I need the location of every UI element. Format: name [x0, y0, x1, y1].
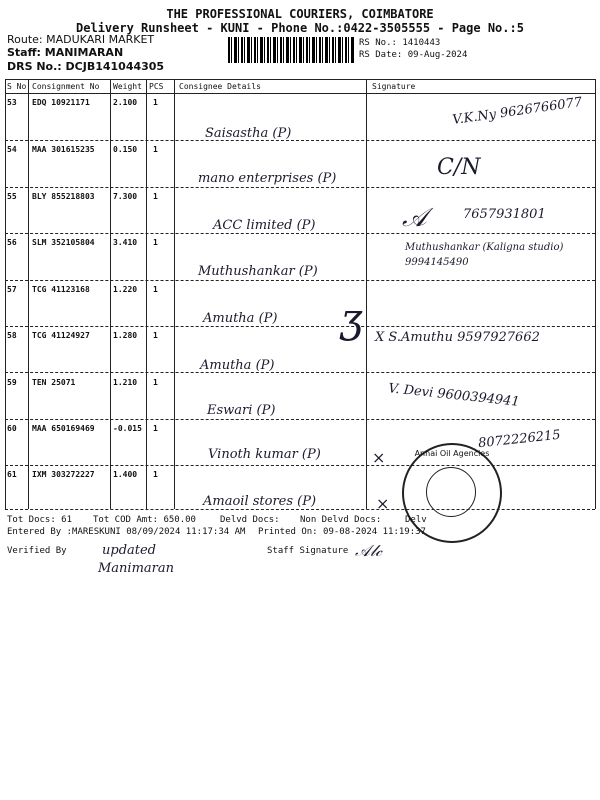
- delv-label: Delv: [405, 515, 427, 525]
- row-pcs: 1: [153, 424, 158, 433]
- signature-mark: ×: [372, 448, 386, 467]
- row-separator: [5, 326, 595, 327]
- row-signature: X S.Amuthu 9597927662: [375, 330, 540, 345]
- total-docs: Tot Docs: 61: [7, 515, 73, 525]
- row-consignee: Saisastha (P): [205, 126, 292, 141]
- row-weight: 0.150: [113, 145, 138, 154]
- row-consignment: TCG 41124927: [32, 331, 90, 340]
- row-signature: V. Devi 9600394941: [387, 381, 521, 410]
- row-consignment: BLY 855218803: [32, 192, 95, 201]
- row-sno: 60: [7, 424, 17, 433]
- row-consignee: ACC limited (P): [213, 218, 316, 233]
- row-signature: C/N: [437, 155, 481, 180]
- staff-signature-label: Staff Signature: [267, 546, 349, 556]
- row-consignment: SLM 352105804: [32, 238, 95, 247]
- row-consignee: Eswari (P): [207, 403, 276, 418]
- staff-signature-scribble: 𝒜𝓁𝒸: [355, 541, 382, 560]
- row-signature: Muthushankar (Kaligna studio) 9994145490: [405, 242, 564, 268]
- entered-by: Entered By :MARESKUNI 08/09/2024 11:17:34 AM: [7, 527, 246, 537]
- row-weight: -0.015: [113, 424, 142, 433]
- staff-label: Staff: MANIMARAN: [7, 46, 124, 59]
- row-sno: 58: [7, 331, 17, 340]
- verified-by-signature: updated: [102, 543, 157, 558]
- row-pcs: 1: [153, 470, 158, 479]
- col-header-consignment: Consignment No: [32, 82, 100, 91]
- signature-mark: ×: [376, 494, 390, 513]
- row-separator: [5, 280, 595, 281]
- stamp-text: Annai Oil Agencies: [414, 449, 490, 458]
- col-header-pcs: PCS: [149, 82, 164, 91]
- row-weight: 7.300: [113, 192, 138, 201]
- row-pcs: 1: [153, 285, 158, 294]
- col-divider: [146, 79, 147, 509]
- barcode: [228, 37, 354, 63]
- runsheet-subtitle: Delivery Runsheet - KUNI - Phone No.:0422-3505555 - Page No.:5: [76, 21, 524, 35]
- col-divider: [595, 79, 596, 509]
- table-header-border: [5, 93, 595, 94]
- row-pcs: 1: [153, 192, 158, 201]
- printed-on: Printed On: 09-08-2024 11:19:37: [258, 527, 426, 537]
- total-cod-amount: Tot COD Amt: 650.00: [93, 515, 196, 525]
- row-separator: [5, 419, 595, 420]
- row-sno: 53: [7, 98, 17, 107]
- row-sno: 55: [7, 192, 17, 201]
- row-weight: 1.280: [113, 331, 138, 340]
- row-signature: V.K.Ny 9626766077: [451, 94, 584, 129]
- row-weight: 2.100: [113, 98, 138, 107]
- row-signature-scribble: ʒ: [340, 296, 363, 342]
- row-pcs: 1: [153, 331, 158, 340]
- row-consignee: Amutha (P): [200, 358, 275, 373]
- rs-number: RS No.: 1410443: [359, 38, 441, 48]
- row-consignment: IXM 303272227: [32, 470, 95, 479]
- row-sno: 57: [7, 285, 17, 294]
- col-divider: [174, 79, 175, 509]
- delivered-docs: Delvd Docs:: [220, 515, 280, 525]
- row-pcs: 1: [153, 238, 158, 247]
- row-signature: 7657931801: [463, 207, 546, 222]
- col-divider: [5, 79, 6, 509]
- row-consignee: Vinoth kumar (P): [208, 447, 321, 462]
- col-divider: [366, 79, 367, 509]
- col-divider: [110, 79, 111, 509]
- row-pcs: 1: [153, 378, 158, 387]
- row-consignment: MAA 301615235: [32, 145, 95, 154]
- col-divider: [28, 79, 29, 509]
- row-separator: [5, 140, 595, 141]
- row-weight: 1.220: [113, 285, 138, 294]
- col-header-signature: Signature: [372, 82, 416, 91]
- col-header-sno: S No: [7, 82, 27, 91]
- row-separator: [5, 372, 595, 373]
- row-consignment: TEN 25071: [32, 378, 76, 387]
- non-delivered-docs: Non Delvd Docs:: [300, 515, 382, 525]
- row-sno: 61: [7, 470, 17, 479]
- row-separator: [5, 187, 595, 188]
- stamp-inner-ring: [426, 467, 476, 517]
- drs-number: DRS No.: DCJB141044305: [7, 60, 165, 73]
- row-consignment: EDQ 10921171: [32, 98, 90, 107]
- row-consignment: MAA 650169469: [32, 424, 95, 433]
- row-consignee: Amaoil stores (P): [203, 494, 317, 509]
- verified-by-label: Verified By: [7, 546, 67, 556]
- verified-by-name: Manimaran: [98, 561, 175, 576]
- col-header-weight: Weight: [113, 82, 142, 91]
- row-pcs: 1: [153, 145, 158, 154]
- row-consignee: Amutha (P): [203, 311, 278, 326]
- row-consignment: TCG 41123168: [32, 285, 90, 294]
- row-pcs: 1: [153, 98, 158, 107]
- row-weight: 1.210: [113, 378, 138, 387]
- row-sno: 56: [7, 238, 17, 247]
- row-consignee: mano enterprises (P): [198, 171, 337, 186]
- row-signature: 8072226215: [477, 427, 562, 452]
- company-title: THE PROFESSIONAL COURIERS, COIMBATORE: [166, 7, 434, 21]
- col-header-consignee: Consignee Details: [179, 82, 261, 91]
- row-weight: 3.410: [113, 238, 138, 247]
- row-separator: [5, 465, 595, 466]
- row-separator: [5, 509, 595, 510]
- row-sno: 54: [7, 145, 17, 154]
- rs-date: RS Date: 09-Aug-2024: [359, 50, 468, 60]
- row-consignee: Muthushankar (P): [198, 264, 318, 279]
- row-sno: 59: [7, 378, 17, 387]
- row-signature-scribble: 𝒜: [402, 203, 427, 233]
- row-weight: 1.400: [113, 470, 138, 479]
- table-top-border: [5, 79, 595, 80]
- route-label: Route: MADUKARI MARKET: [7, 33, 155, 46]
- row-separator: [5, 233, 595, 234]
